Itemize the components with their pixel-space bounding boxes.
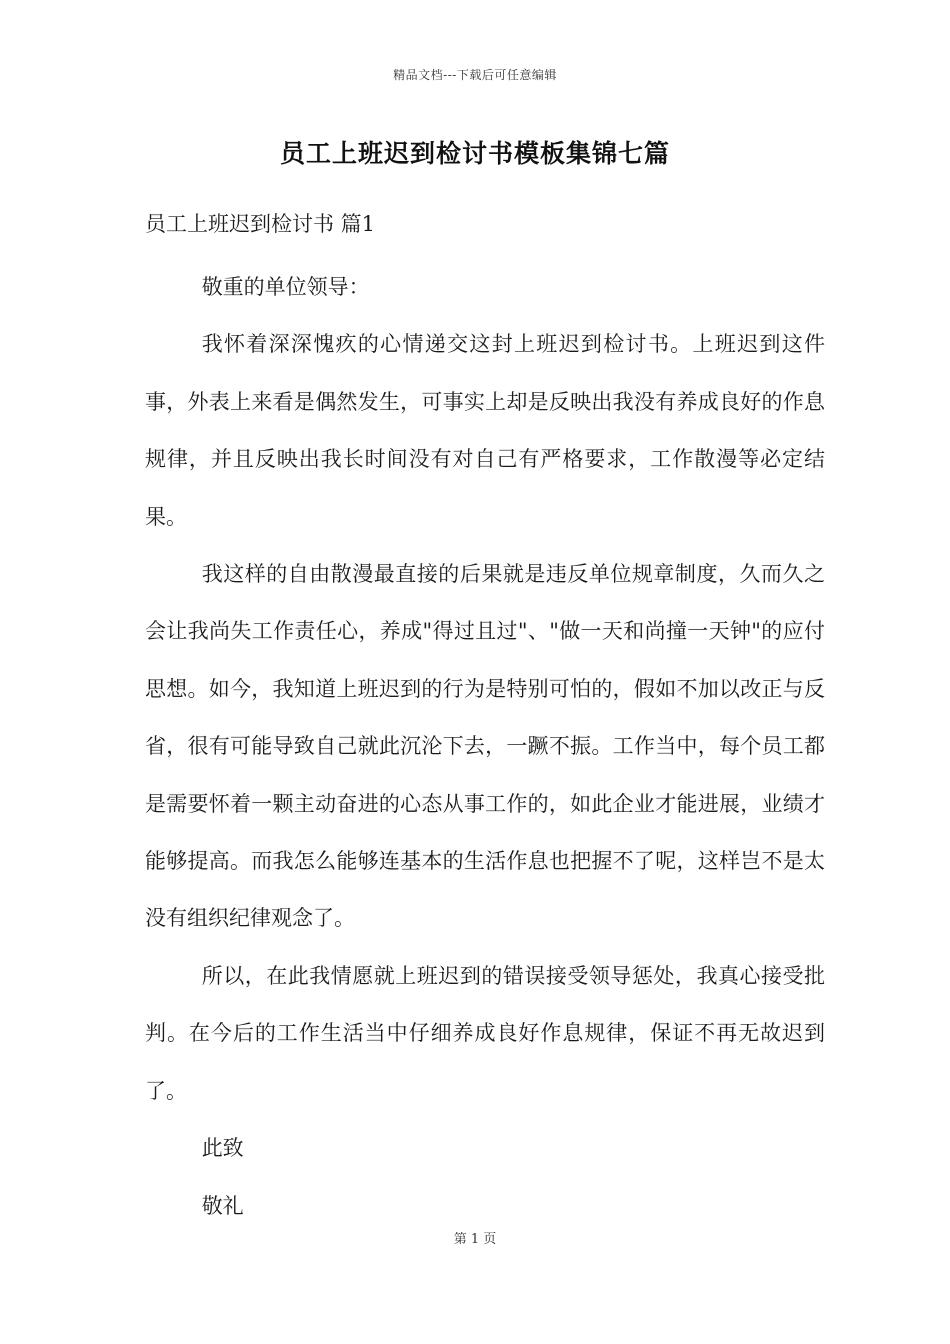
body-paragraph: 我怀着深深愧疚的心情递交这封上班迟到检讨书。上班迟到这件事，外表上来看是偶然发生，可事实上却是反映出我没有养成良好的作息规律，并且反映出我长时间没有对自己有严格要求，工作散漫等必定结果。 <box>145 332 825 529</box>
document-body <box>145 259 825 1235</box>
header-note: 精品文档---下载后可任意编辑 <box>393 68 557 82</box>
closing-line: 敬礼 <box>201 1193 244 1218</box>
closing-line: 此致 <box>201 1136 244 1161</box>
body-paragraph: 所以，在此我情愿就上班迟到的错误接受领导惩处，我真心接受批判。在今后的工作生活当中仔细养成良好作息规律，保证不再无故迟到了。 <box>145 963 825 1103</box>
document-title: 员工上班迟到检讨书模板集锦七篇 <box>279 139 670 168</box>
body-paragraph: 我这样的自由散漫最直接的后果就是违反单位规章制度，久而久之会让我尚失工作责任心，养成"得过且过"、"做一天和尚撞一天钟"的应付思想。如今，我知道上班迟到的行为是特别可怕的，假如不加以改正与反省，很有可能导致自己就此沉沦下去，一蹶不振。工作当中，每个员工都是需要怀着一颗主动奋进的心态从事工作的，如此企业才能进展，业绩才能够提高。而我怎么能够连基本的生活作息也把握不了呢，这样岂不是太没有组织纪律观念了。 <box>145 562 825 931</box>
page-number: 第 1 页 <box>453 1232 497 1247</box>
section-heading: 员工上班迟到检讨书 篇1 <box>145 212 376 236</box>
salutation: 敬重的单位领导： <box>201 275 370 299</box>
